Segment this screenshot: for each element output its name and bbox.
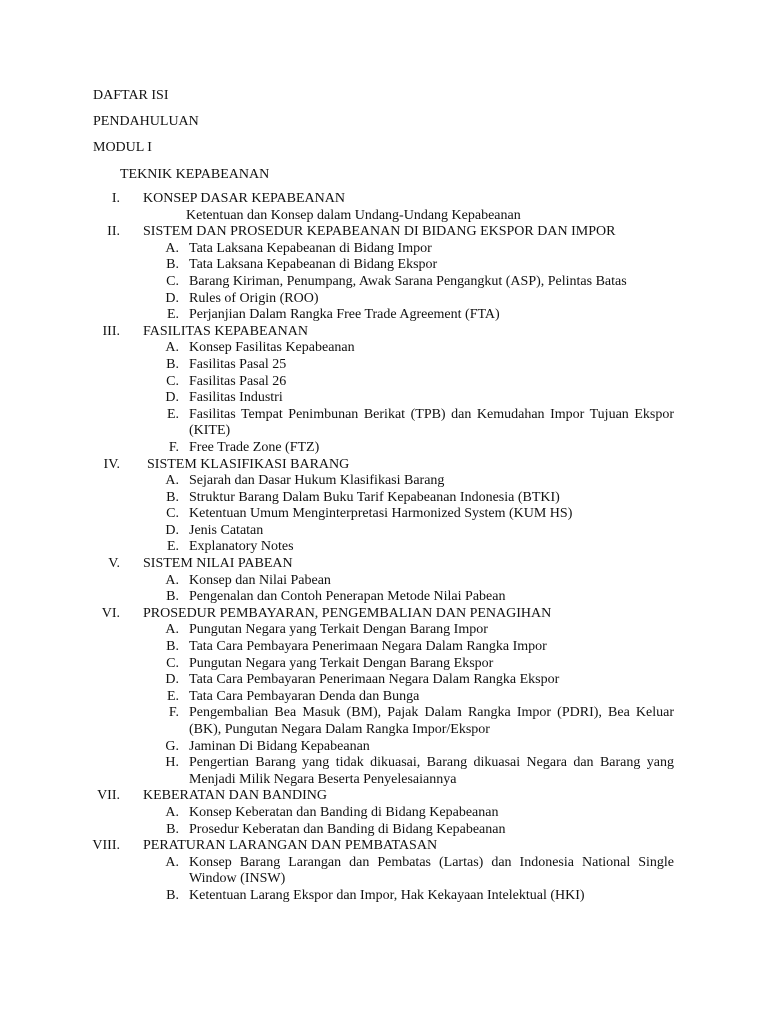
item-text: Tata Cara Pembayaran Denda dan Bunga	[189, 688, 420, 704]
toc-section	[0, 324, 768, 341]
item-text: Perjanjian Dalam Rangka Free Trade Agreement (FTA)	[189, 307, 500, 323]
section-title: SISTEM DAN PROSEDUR KEPABEANAN DI BIDANG EKSPOR DAN IMPOR	[143, 224, 616, 240]
item-letter: B.	[166, 589, 179, 605]
item-text: Pengertian Barang yang tidak dikuasai, Barang dikuasai Negara dan Barang yang Menjadi Milik Negara Beserta Penyelesaiannya	[189, 755, 674, 787]
toc-item	[0, 523, 768, 540]
toc-item	[0, 689, 768, 706]
toc-item	[0, 589, 768, 606]
section-number: V.	[108, 556, 120, 572]
toc-item	[0, 257, 768, 274]
toc-section	[0, 191, 768, 208]
toc-item	[0, 639, 768, 656]
toc-item	[0, 672, 768, 689]
item-letter: A.	[165, 473, 179, 489]
item-letter: G.	[165, 738, 179, 754]
item-text: Tata Laksana Kepabeanan di Bidang Ekspor	[189, 257, 438, 273]
item-letter: B.	[166, 887, 179, 903]
toc-item	[0, 573, 768, 590]
item-text: Jaminan Di Bidang Kepabeanan	[189, 738, 370, 754]
toc-item	[0, 539, 768, 556]
toc-item	[0, 274, 768, 291]
toc-item	[0, 357, 768, 374]
section-note: Ketentuan dan Konsep dalam Undang-Undang Kepabeanan	[186, 207, 521, 223]
module-label: MODUL I	[93, 140, 152, 155]
item-letter: H.	[165, 755, 179, 771]
item-text: Pengenalan dan Contoh Penerapan Metode Nilai Pabean	[189, 589, 506, 605]
section-number: VI.	[101, 605, 120, 621]
item-letter: A.	[165, 240, 179, 256]
item-text: Ketentuan Larang Ekspor dan Impor, Hak Kekayaan Intelektual (HKI)	[189, 887, 585, 903]
item-text: Free Trade Zone (FTZ)	[189, 439, 320, 455]
toc-section	[0, 606, 768, 623]
toc-item	[0, 241, 768, 258]
toc-item	[0, 340, 768, 357]
toc-item	[0, 888, 768, 905]
toc-item	[0, 705, 768, 738]
module-title: TEKNIK KEPABEANAN	[120, 167, 270, 182]
item-letter: B.	[166, 257, 179, 273]
toc-item	[0, 490, 768, 507]
item-text: Fasilitas Industri	[189, 390, 283, 406]
item-text: Konsep Fasilitas Kepabeanan	[189, 340, 355, 356]
toc-item	[0, 855, 768, 888]
item-letter: F.	[168, 705, 179, 721]
item-letter: A.	[165, 572, 179, 588]
toc-section	[0, 838, 768, 855]
item-text: Tata Laksana Kepabeanan di Bidang Impor	[189, 240, 432, 256]
section-number: II.	[107, 224, 120, 240]
item-letter: A.	[165, 854, 179, 870]
item-letter: C.	[166, 273, 179, 289]
item-letter: E.	[166, 688, 179, 704]
toc-item	[0, 307, 768, 324]
item-letter: E.	[166, 539, 179, 555]
item-letter: A.	[165, 622, 179, 638]
toc-item	[0, 739, 768, 756]
section-title: SISTEM NILAI PABEAN	[143, 556, 293, 572]
toc-section	[0, 457, 768, 474]
item-text: Tata Cara Pembayara Penerimaan Negara Dalam Rangka Impor	[189, 639, 547, 655]
item-text: Prosedur Keberatan dan Banding di Bidang Kepabeanan	[189, 821, 506, 837]
item-letter: B.	[166, 821, 179, 837]
item-letter: B.	[166, 489, 179, 505]
item-text: Fasilitas Tempat Penimbunan Berikat (TPB) dan Kemudahan Impor Tujuan Ekspor (KITE)	[189, 406, 674, 439]
item-text: Pengembalian Bea Masuk (BM), Pajak Dalam Rangka Impor (PDRI), Bea Keluar (BK), Pungutan Negara Dalam Rangka Impor/Ekspor	[189, 705, 674, 737]
item-text: Pungutan Negara yang Terkait Dengan Barang Impor	[189, 622, 488, 638]
item-letter: C.	[166, 506, 179, 522]
section-title: SISTEM KLASIFIKASI BARANG	[147, 456, 350, 472]
toc-item	[0, 622, 768, 639]
item-letter: D.	[165, 672, 179, 688]
item-text: Konsep Keberatan dan Banding di Bidang Kepabeanan	[189, 804, 499, 820]
item-letter: E.	[166, 307, 179, 323]
item-letter: B.	[166, 356, 179, 372]
section-number: III.	[102, 323, 120, 339]
item-text: Sejarah dan Dasar Hukum Klasifikasi Barang	[189, 473, 445, 489]
toc-item	[0, 506, 768, 523]
toc-item	[0, 407, 768, 440]
item-text: Fasilitas Pasal 26	[189, 373, 287, 389]
table-of-contents	[0, 191, 768, 905]
item-text: Explanatory Notes	[189, 539, 294, 555]
item-letter: F.	[168, 439, 179, 455]
toc-item	[0, 390, 768, 407]
section-title: KEBERATAN DAN BANDING	[143, 788, 327, 804]
item-text: Konsep Barang Larangan dan Pembatas (Lartas) dan Indonesia National Single Window (INSW)	[189, 854, 674, 887]
item-text: Struktur Barang Dalam Buku Tarif Kepabeanan Indonesia (BTKI)	[189, 489, 560, 505]
item-text: Jenis Catatan	[189, 522, 264, 538]
item-letter: C.	[166, 655, 179, 671]
item-letter: A.	[165, 340, 179, 356]
item-text: Pungutan Negara yang Terkait Dengan Barang Ekspor	[189, 655, 494, 671]
section-number: IV.	[103, 456, 120, 472]
toc-item	[0, 291, 768, 308]
intro-heading: PENDAHULUAN	[93, 114, 199, 129]
section-number: VII.	[97, 788, 120, 804]
toc-item	[0, 473, 768, 490]
item-text: Barang Kiriman, Penumpang, Awak Sarana Pengangkut (ASP), Pelintas Batas	[189, 273, 627, 289]
item-letter: D.	[165, 522, 179, 538]
toc-section	[0, 788, 768, 805]
toc-item	[0, 805, 768, 822]
section-title: PROSEDUR PEMBAYARAN, PENGEMBALIAN DAN PENAGIHAN	[143, 605, 552, 621]
section-title: PERATURAN LARANGAN DAN PEMBATASAN	[143, 838, 438, 854]
toc-heading: DAFTAR ISI	[93, 88, 169, 103]
item-letter: E.	[166, 406, 179, 422]
item-letter: B.	[166, 639, 179, 655]
section-note-row	[0, 208, 768, 225]
item-text: Tata Cara Pembayaran Penerimaan Negara Dalam Rangka Ekspor	[189, 672, 560, 688]
toc-item	[0, 440, 768, 457]
item-text: Rules of Origin (ROO)	[189, 290, 319, 306]
item-text: Konsep dan Nilai Pabean	[189, 572, 331, 588]
section-title: FASILITAS KEPABEANAN	[143, 323, 308, 339]
toc-section	[0, 556, 768, 573]
toc-section	[0, 224, 768, 241]
item-letter: D.	[165, 290, 179, 306]
section-number: I.	[111, 191, 120, 206]
toc-item	[0, 822, 768, 839]
item-letter: D.	[165, 390, 179, 406]
toc-item	[0, 374, 768, 391]
section-title: KONSEP DASAR KEPABEANAN	[143, 191, 345, 206]
toc-item	[0, 755, 768, 788]
toc-item	[0, 656, 768, 673]
item-letter: A.	[165, 804, 179, 820]
item-text: Ketentuan Umum Menginterpretasi Harmonized System (KUM HS)	[189, 506, 573, 522]
item-letter: C.	[166, 373, 179, 389]
item-text: Fasilitas Pasal 25	[189, 356, 287, 372]
section-number: VIII.	[92, 838, 120, 854]
